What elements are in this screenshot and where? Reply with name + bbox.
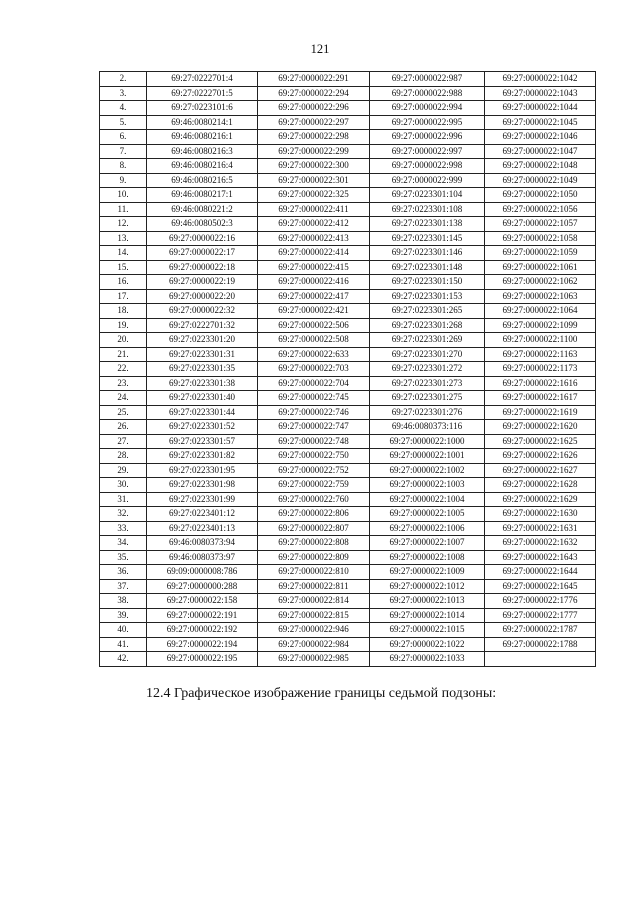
row-number-cell: 23.	[100, 376, 147, 391]
table-row	[100, 188, 596, 203]
cadastral-number-cell: 69:27:0000022:1013	[370, 594, 485, 609]
cadastral-number-cell: 69:27:0000022:1629	[485, 492, 596, 507]
table-row	[100, 246, 596, 261]
cadastral-number-cell: 69:27:0000022:1776	[485, 594, 596, 609]
cadastral-number-cell: 69:27:0000022:811	[258, 579, 370, 594]
table-row	[100, 289, 596, 304]
cadastral-number-cell: 69:27:0000022:194	[147, 637, 258, 652]
cadastral-number-cell: 69:27:0000022:806	[258, 507, 370, 522]
cadastral-number-cell: 69:27:0000022:809	[258, 550, 370, 565]
cadastral-number-cell: 69:46:0080216:3	[147, 144, 258, 159]
cadastral-number-cell: 69:27:0223301:138	[370, 217, 485, 232]
cadastral-number-cell: 69:27:0000022:987	[370, 72, 485, 87]
cadastral-number-cell: 69:27:0000022:1014	[370, 608, 485, 623]
cadastral-number-cell: 69:27:0000022:291	[258, 72, 370, 87]
cadastral-number-cell: 69:27:0000022:416	[258, 275, 370, 290]
cadastral-number-cell: 69:27:0000022:1050	[485, 188, 596, 203]
cadastral-number-cell: 69:27:0000022:1630	[485, 507, 596, 522]
cadastral-number-cell: 69:27:0223301:272	[370, 362, 485, 377]
row-number-cell: 37.	[100, 579, 147, 594]
cadastral-number-cell: 69:27:0223301:146	[370, 246, 485, 261]
cadastral-number-cell: 69:27:0223301:153	[370, 289, 485, 304]
cadastral-number-cell: 69:27:0000022:1009	[370, 565, 485, 580]
row-number-cell: 31.	[100, 492, 147, 507]
row-number-cell: 5.	[100, 115, 147, 130]
table-row	[100, 304, 596, 319]
table-row	[100, 159, 596, 174]
cadastral-number-cell: 69:27:0222701:32	[147, 318, 258, 333]
cadastral-number-cell: 69:27:0000000:288	[147, 579, 258, 594]
cadastral-number-cell: 69:27:0000022:298	[258, 130, 370, 145]
cadastral-number-cell: 69:27:0000022:1045	[485, 115, 596, 130]
table-row	[100, 202, 596, 217]
cadastral-number-cell: 69:27:0000022:1005	[370, 507, 485, 522]
row-number-cell: 33.	[100, 521, 147, 536]
table-row	[100, 637, 596, 652]
cadastral-number-cell: 69:27:0000022:994	[370, 101, 485, 116]
table-row	[100, 507, 596, 522]
row-number-cell: 29.	[100, 463, 147, 478]
cadastral-number-cell: 69:27:0223301:268	[370, 318, 485, 333]
cadastral-number-cell: 69:27:0000022:1049	[485, 173, 596, 188]
cadastral-number-cell	[485, 652, 596, 667]
cadastral-number-cell: 69:27:0000022:1619	[485, 405, 596, 420]
cadastral-number-cell: 69:27:0000022:301	[258, 173, 370, 188]
cadastral-number-cell: 69:27:0000022:421	[258, 304, 370, 319]
cadastral-number-cell: 69:27:0000022:748	[258, 434, 370, 449]
cadastral-number-cell: 69:27:0000022:704	[258, 376, 370, 391]
table-row	[100, 434, 596, 449]
row-number-cell: 4.	[100, 101, 147, 116]
cadastral-number-cell: 69:27:0223301:269	[370, 333, 485, 348]
cadastral-number-cell: 69:27:0000022:1617	[485, 391, 596, 406]
cadastral-number-cell: 69:27:0000022:633	[258, 347, 370, 362]
table-row	[100, 115, 596, 130]
table-body	[100, 72, 596, 667]
cadastral-number-cell: 69:27:0223301:95	[147, 463, 258, 478]
table-row	[100, 376, 596, 391]
cadastral-number-cell: 69:27:0000022:1001	[370, 449, 485, 464]
cadastral-number-cell: 69:27:0000022:1631	[485, 521, 596, 536]
cadastral-number-cell: 69:27:0223401:13	[147, 521, 258, 536]
cadastral-number-cell: 69:27:0000022:995	[370, 115, 485, 130]
cadastral-number-cell: 69:27:0000022:1632	[485, 536, 596, 551]
cadastral-number-cell: 69:27:0223301:44	[147, 405, 258, 420]
cadastral-number-cell: 69:27:0000022:1015	[370, 623, 485, 638]
cadastral-numbers-table	[99, 71, 596, 667]
cadastral-number-cell: 69:27:0000022:19	[147, 275, 258, 290]
cadastral-number-cell: 69:27:0000022:191	[147, 608, 258, 623]
cadastral-number-cell: 69:27:0000022:1163	[485, 347, 596, 362]
row-number-cell: 34.	[100, 536, 147, 551]
cadastral-number-cell: 69:27:0000022:1787	[485, 623, 596, 638]
cadastral-number-cell: 69:27:0223101:6	[147, 101, 258, 116]
table-row	[100, 86, 596, 101]
cadastral-number-cell: 69:27:0000022:1625	[485, 434, 596, 449]
cadastral-number-cell: 69:27:0000022:17	[147, 246, 258, 261]
section-heading: 12.4 Графическое изображение границы седьмой подзоны:	[146, 686, 497, 701]
table-row	[100, 405, 596, 420]
cadastral-number-cell: 69:27:0000022:759	[258, 478, 370, 493]
table-row	[100, 101, 596, 116]
table-row	[100, 550, 596, 565]
cadastral-number-cell: 69:27:0000022:752	[258, 463, 370, 478]
cadastral-number-cell: 69:27:0000022:750	[258, 449, 370, 464]
cadastral-number-cell: 69:27:0000022:760	[258, 492, 370, 507]
table-row	[100, 260, 596, 275]
cadastral-number-cell: 69:27:0000022:1062	[485, 275, 596, 290]
table-row	[100, 478, 596, 493]
cadastral-number-cell: 69:27:0000022:1058	[485, 231, 596, 246]
row-number-cell: 41.	[100, 637, 147, 652]
table-row	[100, 144, 596, 159]
cadastral-number-cell: 69:27:0000022:814	[258, 594, 370, 609]
table-row	[100, 362, 596, 377]
cadastral-number-cell: 69:27:0000022:195	[147, 652, 258, 667]
cadastral-number-cell: 69:27:0000022:985	[258, 652, 370, 667]
table-row	[100, 173, 596, 188]
table-row	[100, 217, 596, 232]
row-number-cell: 3.	[100, 86, 147, 101]
cadastral-number-cell: 69:27:0223301:52	[147, 420, 258, 435]
cadastral-number-cell: 69:27:0000022:703	[258, 362, 370, 377]
cadastral-number-cell: 69:27:0223301:104	[370, 188, 485, 203]
row-number-cell: 9.	[100, 173, 147, 188]
cadastral-number-cell: 69:27:0000022:1022	[370, 637, 485, 652]
cadastral-number-cell: 69:27:0000022:807	[258, 521, 370, 536]
table-row	[100, 463, 596, 478]
cadastral-number-cell: 69:27:0000022:192	[147, 623, 258, 638]
cadastral-number-cell: 69:27:0223301:35	[147, 362, 258, 377]
cadastral-number-cell: 69:46:0080216:1	[147, 130, 258, 145]
cadastral-number-cell: 69:27:0000022:1059	[485, 246, 596, 261]
cadastral-number-cell: 69:27:0000022:1048	[485, 159, 596, 174]
row-number-cell: 11.	[100, 202, 147, 217]
cadastral-number-cell: 69:27:0223301:98	[147, 478, 258, 493]
cadastral-number-cell: 69:27:0000022:413	[258, 231, 370, 246]
cadastral-number-cell: 69:27:0000022:1616	[485, 376, 596, 391]
cadastral-number-cell: 69:27:0222701:5	[147, 86, 258, 101]
cadastral-number-cell: 69:27:0000022:18	[147, 260, 258, 275]
row-number-cell: 7.	[100, 144, 147, 159]
cadastral-number-cell: 69:27:0000022:1003	[370, 478, 485, 493]
row-number-cell: 13.	[100, 231, 147, 246]
row-number-cell: 35.	[100, 550, 147, 565]
table-row	[100, 565, 596, 580]
cadastral-number-cell: 69:27:0000022:417	[258, 289, 370, 304]
table-row	[100, 347, 596, 362]
row-number-cell: 16.	[100, 275, 147, 290]
row-number-cell: 25.	[100, 405, 147, 420]
cadastral-number-cell: 69:27:0000022:746	[258, 405, 370, 420]
cadastral-number-cell: 69:27:0000022:1046	[485, 130, 596, 145]
cadastral-number-cell: 69:27:0223301:145	[370, 231, 485, 246]
table-row	[100, 391, 596, 406]
cadastral-number-cell: 69:46:0080373:94	[147, 536, 258, 551]
row-number-cell: 22.	[100, 362, 147, 377]
cadastral-number-cell: 69:27:0000022:299	[258, 144, 370, 159]
row-number-cell: 38.	[100, 594, 147, 609]
row-number-cell: 30.	[100, 478, 147, 493]
row-number-cell: 12.	[100, 217, 147, 232]
row-number-cell: 17.	[100, 289, 147, 304]
cadastral-number-cell: 69:27:0223301:82	[147, 449, 258, 464]
cadastral-number-cell: 69:27:0000022:810	[258, 565, 370, 580]
cadastral-number-cell: 69:27:0000022:325	[258, 188, 370, 203]
cadastral-number-cell: 69:27:0000022:946	[258, 623, 370, 638]
cadastral-number-cell: 69:27:0223401:12	[147, 507, 258, 522]
table-row	[100, 536, 596, 551]
cadastral-number-cell: 69:27:0000022:1064	[485, 304, 596, 319]
cadastral-number-cell: 69:27:0000022:997	[370, 144, 485, 159]
cadastral-number-cell: 69:27:0000022:1628	[485, 478, 596, 493]
row-number-cell: 28.	[100, 449, 147, 464]
table-row	[100, 579, 596, 594]
cadastral-number-cell: 69:27:0000022:16	[147, 231, 258, 246]
cadastral-number-cell: 69:46:0080214:1	[147, 115, 258, 130]
cadastral-number-cell: 69:27:0223301:273	[370, 376, 485, 391]
cadastral-number-cell: 69:27:0000022:745	[258, 391, 370, 406]
cadastral-number-cell: 69:27:0000022:1620	[485, 420, 596, 435]
table-row	[100, 318, 596, 333]
row-number-cell: 26.	[100, 420, 147, 435]
cadastral-number-cell: 69:46:0080373:97	[147, 550, 258, 565]
cadastral-number-cell: 69:27:0000022:1008	[370, 550, 485, 565]
cadastral-number-cell: 69:27:0000022:508	[258, 333, 370, 348]
cadastral-number-cell: 69:27:0000022:1099	[485, 318, 596, 333]
row-number-cell: 14.	[100, 246, 147, 261]
row-number-cell: 2.	[100, 72, 147, 87]
cadastral-number-cell: 69:27:0223301:38	[147, 376, 258, 391]
cadastral-number-cell: 69:27:0000022:1000	[370, 434, 485, 449]
cadastral-number-cell: 69:27:0000022:412	[258, 217, 370, 232]
cadastral-number-cell: 69:46:0080502:3	[147, 217, 258, 232]
table-row	[100, 623, 596, 638]
cadastral-number-cell: 69:27:0000022:999	[370, 173, 485, 188]
row-number-cell: 36.	[100, 565, 147, 580]
cadastral-number-cell: 69:27:0223301:20	[147, 333, 258, 348]
cadastral-number-cell: 69:27:0000022:1002	[370, 463, 485, 478]
cadastral-number-cell: 69:27:0000022:1643	[485, 550, 596, 565]
page-number: 121	[310, 42, 330, 56]
table-row	[100, 231, 596, 246]
cadastral-number-cell: 69:27:0000022:1100	[485, 333, 596, 348]
table-row	[100, 420, 596, 435]
cadastral-number-cell: 69:27:0223301:31	[147, 347, 258, 362]
cadastral-number-cell: 69:27:0000022:1007	[370, 536, 485, 551]
cadastral-number-cell: 69:46:0080373:116	[370, 420, 485, 435]
cadastral-number-cell: 69:27:0000022:1788	[485, 637, 596, 652]
cadastral-number-cell: 69:27:0222701:4	[147, 72, 258, 87]
row-number-cell: 42.	[100, 652, 147, 667]
table-row	[100, 492, 596, 507]
cadastral-number-cell: 69:27:0000022:296	[258, 101, 370, 116]
cadastral-number-cell: 69:27:0000022:1627	[485, 463, 596, 478]
cadastral-number-cell: 69:27:0000022:984	[258, 637, 370, 652]
row-number-cell: 20.	[100, 333, 147, 348]
table-row	[100, 72, 596, 87]
table-row	[100, 130, 596, 145]
cadastral-number-cell: 69:27:0000022:1047	[485, 144, 596, 159]
row-number-cell: 15.	[100, 260, 147, 275]
cadastral-number-cell: 69:27:0000022:747	[258, 420, 370, 435]
cadastral-number-cell: 69:27:0000022:415	[258, 260, 370, 275]
cadastral-number-cell: 69:27:0000022:998	[370, 159, 485, 174]
row-number-cell: 19.	[100, 318, 147, 333]
cadastral-number-cell: 69:27:0000022:32	[147, 304, 258, 319]
cadastral-number-cell: 69:27:0000022:158	[147, 594, 258, 609]
row-number-cell: 6.	[100, 130, 147, 145]
cadastral-number-cell: 69:27:0000022:1063	[485, 289, 596, 304]
cadastral-number-cell: 69:27:0000022:1626	[485, 449, 596, 464]
cadastral-number-cell: 69:27:0000022:1042	[485, 72, 596, 87]
cadastral-number-cell: 69:27:0000022:988	[370, 86, 485, 101]
cadastral-number-cell: 69:27:0223301:99	[147, 492, 258, 507]
cadastral-number-cell: 69:27:0000022:506	[258, 318, 370, 333]
cadastral-number-cell: 69:27:0000022:1006	[370, 521, 485, 536]
cadastral-number-cell: 69:27:0223301:276	[370, 405, 485, 420]
cadastral-number-cell: 69:27:0000022:808	[258, 536, 370, 551]
cadastral-number-cell: 69:27:0000022:297	[258, 115, 370, 130]
cadastral-number-cell: 69:27:0000022:1004	[370, 492, 485, 507]
cadastral-number-cell: 69:27:0000022:1033	[370, 652, 485, 667]
cadastral-number-cell: 69:46:0080221:2	[147, 202, 258, 217]
row-number-cell: 21.	[100, 347, 147, 362]
table-row	[100, 275, 596, 290]
cadastral-number-cell: 69:27:0223301:275	[370, 391, 485, 406]
row-number-cell: 8.	[100, 159, 147, 174]
cadastral-number-cell: 69:09:0000008:786	[147, 565, 258, 580]
table-row	[100, 449, 596, 464]
cadastral-number-cell: 69:27:0000022:1044	[485, 101, 596, 116]
cadastral-number-cell: 69:27:0000022:996	[370, 130, 485, 145]
cadastral-number-cell: 69:27:0223301:40	[147, 391, 258, 406]
cadastral-number-cell: 69:27:0000022:1173	[485, 362, 596, 377]
table-row	[100, 608, 596, 623]
row-number-cell: 18.	[100, 304, 147, 319]
row-number-cell: 24.	[100, 391, 147, 406]
table-row	[100, 521, 596, 536]
cadastral-number-cell: 69:46:0080216:4	[147, 159, 258, 174]
table-row	[100, 594, 596, 609]
cadastral-number-cell: 69:27:0000022:1645	[485, 579, 596, 594]
row-number-cell: 27.	[100, 434, 147, 449]
cadastral-number-cell: 69:27:0000022:294	[258, 86, 370, 101]
cadastral-number-cell: 69:27:0223301:265	[370, 304, 485, 319]
cadastral-number-cell: 69:27:0000022:1061	[485, 260, 596, 275]
cadastral-number-cell: 69:27:0000022:1043	[485, 86, 596, 101]
cadastral-number-cell: 69:27:0000022:1056	[485, 202, 596, 217]
cadastral-number-cell: 69:27:0223301:148	[370, 260, 485, 275]
cadastral-number-cell: 69:46:0080217:1	[147, 188, 258, 203]
cadastral-number-cell: 69:27:0000022:1644	[485, 565, 596, 580]
cadastral-number-cell: 69:27:0223301:57	[147, 434, 258, 449]
row-number-cell: 39.	[100, 608, 147, 623]
cadastral-number-cell: 69:27:0000022:300	[258, 159, 370, 174]
row-number-cell: 10.	[100, 188, 147, 203]
cadastral-number-cell: 69:27:0000022:1057	[485, 217, 596, 232]
cadastral-number-cell: 69:27:0223301:270	[370, 347, 485, 362]
cadastral-number-cell: 69:27:0000022:20	[147, 289, 258, 304]
cadastral-number-cell: 69:27:0000022:414	[258, 246, 370, 261]
table-row	[100, 333, 596, 348]
table-row	[100, 652, 596, 667]
cadastral-number-cell: 69:27:0223301:150	[370, 275, 485, 290]
cadastral-number-cell: 69:46:0080216:5	[147, 173, 258, 188]
cadastral-number-cell: 69:27:0000022:1777	[485, 608, 596, 623]
cadastral-number-cell: 69:27:0000022:411	[258, 202, 370, 217]
cadastral-number-cell: 69:27:0000022:1012	[370, 579, 485, 594]
cadastral-number-cell: 69:27:0223301:108	[370, 202, 485, 217]
row-number-cell: 32.	[100, 507, 147, 522]
cadastral-number-cell: 69:27:0000022:815	[258, 608, 370, 623]
row-number-cell: 40.	[100, 623, 147, 638]
